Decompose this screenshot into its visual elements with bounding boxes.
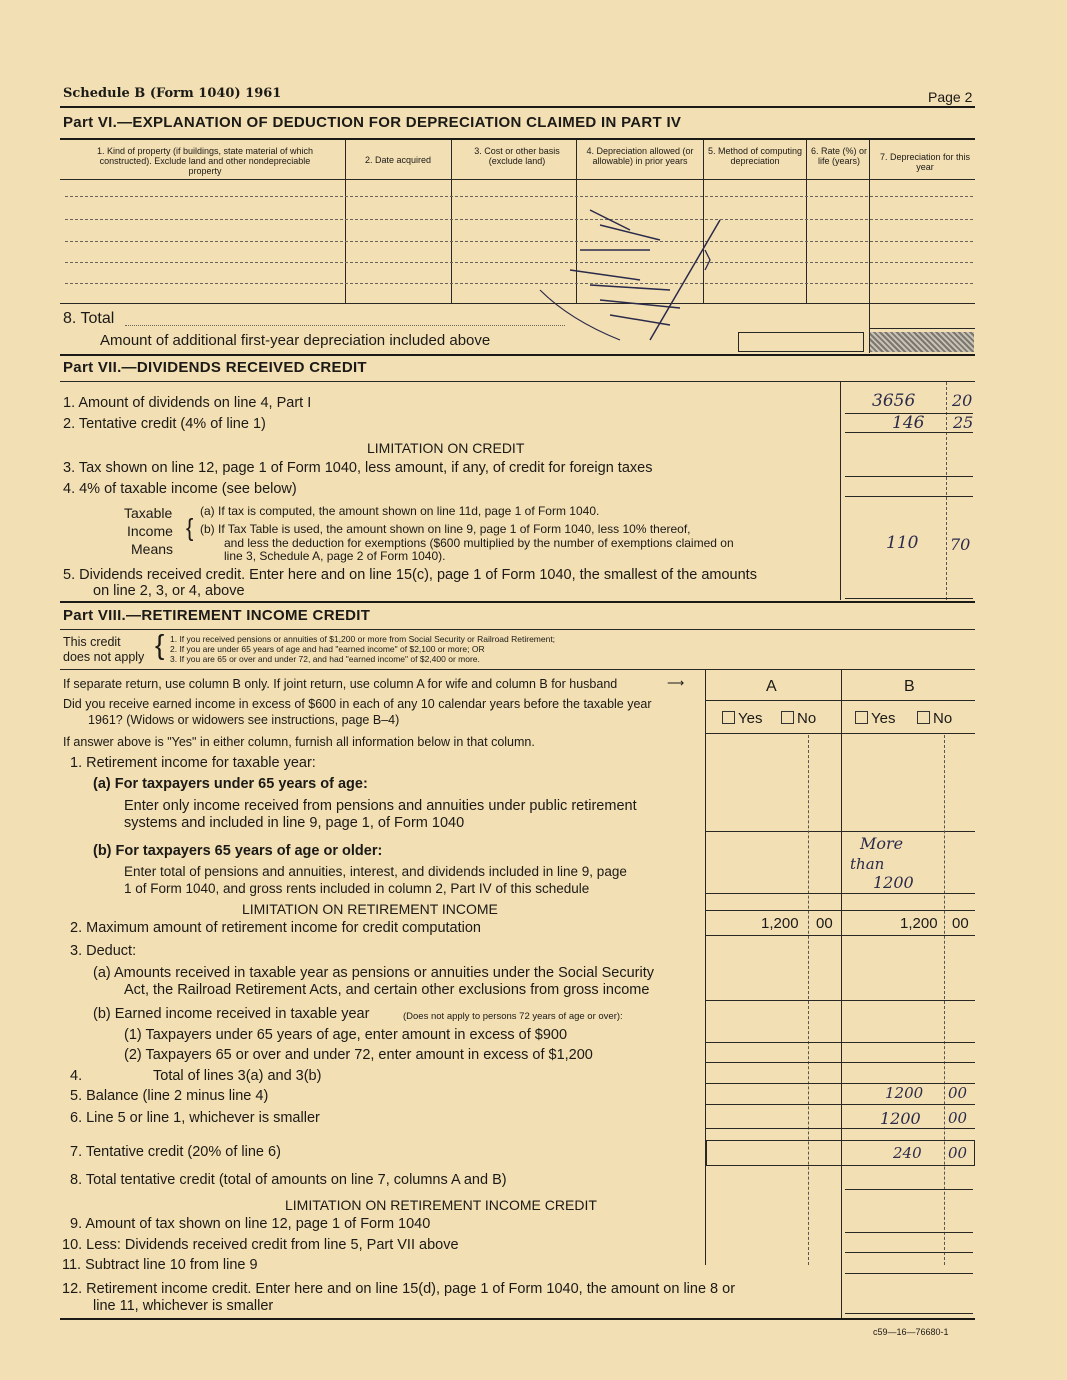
l4-text: Total of lines 3(a) and 3(b)	[153, 1068, 322, 1084]
p6-col5-header: 5. Method of computing depreciation	[707, 146, 803, 166]
p6-row-line	[65, 241, 973, 242]
p6-total-line	[869, 328, 975, 329]
l2-b-value: 1,200	[900, 915, 938, 932]
l2-label: 2. Maximum amount of retirement income for credit computation	[70, 920, 481, 936]
checkbox-icon[interactable]	[781, 711, 794, 724]
checkbox-icon[interactable]	[855, 711, 868, 724]
ti-b1: (b) If Tax Table is used, the amount shown on line 9, page 1 of Form 1040, less 10% thereof,	[200, 522, 691, 536]
l12-field	[845, 1313, 973, 1314]
p7-line4: 4. 4% of taxable income (see below)	[63, 481, 297, 497]
l1a-text: Enter only income received from pensions and annuities under public retirement	[124, 798, 637, 814]
arrow-icon: ⟶	[667, 676, 685, 690]
shaded-box	[870, 332, 974, 352]
l3a-field	[706, 1000, 975, 1001]
l5-label: 5. Balance (line 2 minus line 4)	[70, 1088, 269, 1104]
part8-title: Part VIII.—RETIREMENT INCOME CREDIT	[63, 607, 371, 624]
l2-a-value: 1,200	[761, 915, 799, 932]
l2-a-cents: 00	[816, 915, 833, 932]
na-label: does not apply	[63, 650, 145, 664]
l7-label: 7. Tentative credit (20% of line 6)	[70, 1144, 281, 1160]
na-brace: {	[155, 629, 165, 660]
l10-label: 10. Less: Dividends received credit from line 5, Part VII above	[62, 1237, 459, 1253]
p6-header-bottom	[60, 179, 975, 180]
p7-limitation-heading: LIMITATION ON CREDIT	[367, 440, 525, 456]
l3b2-field	[706, 1062, 975, 1063]
l6-b-cents: 00	[948, 1109, 968, 1127]
col-a-no[interactable]: No	[781, 710, 816, 727]
p6-row-line	[65, 219, 973, 220]
ti-brace: {	[186, 513, 194, 542]
col-a-header: A	[766, 678, 777, 695]
ti-value: 110	[886, 533, 919, 553]
p7-amount-col	[840, 382, 841, 600]
p7-line5a: 5. Dividends received credit. Enter here and on line 15(c), page 1 of Form 1040, the smallest of the amounts	[63, 567, 757, 583]
l7-b-value: 240	[893, 1144, 922, 1162]
l5-b-value: 1200	[885, 1084, 924, 1102]
p7-line4-field	[845, 496, 973, 497]
na-item: 3. If you are 65 or over and under 72, and had "earned income" of $2,400 or more.	[170, 654, 480, 664]
l1b-handwritten: than	[850, 855, 885, 873]
ti-label: Taxable	[124, 505, 173, 521]
l12-label: 12. Retirement income credit. Enter here and on line 15(d), page 1 of Form 1040, the amount on line 8 or	[62, 1281, 736, 1297]
p7-line2-value: 146	[892, 413, 925, 433]
l3-label: 3. Deduct:	[70, 943, 137, 959]
l1b-label: (b) For taxpayers 65 years of age or older:	[93, 843, 383, 859]
sep-return-note: If separate return, use column B only. If joint return, use column A for wife and column B for husband	[63, 677, 618, 691]
ti-b3: line 3, Schedule A, page 2 of Form 1040).	[224, 549, 446, 563]
leader-dots	[125, 325, 565, 326]
l11-label: 11. Subtract line 10 from line 9	[62, 1257, 258, 1273]
l9-field	[845, 1232, 973, 1233]
p7-line2: 2. Tentative credit (4% of line 1)	[63, 416, 266, 432]
l6-field	[706, 1128, 975, 1129]
form-code: c59—16—76680-1	[873, 1327, 949, 1337]
p6-col3-header: 3. Cost or other basis (exclude land)	[474, 146, 560, 166]
yes-no-rule	[706, 733, 975, 734]
part7-top-rule	[60, 354, 975, 356]
l6-b-value: 1200	[880, 1109, 921, 1128]
na-label: This credit	[63, 635, 121, 649]
p6-row-line	[65, 262, 973, 263]
l3a-text: Act, the Railroad Retirement Acts, and certain other exclusions from gross income	[124, 982, 650, 998]
col-b-header: B	[904, 678, 915, 695]
p6-additional-field[interactable]	[738, 332, 864, 352]
col-b-no[interactable]: No	[917, 710, 952, 727]
l1b-handwritten: More	[860, 834, 904, 853]
l2-b-cents: 00	[952, 915, 969, 932]
p6-col4-header: 4. Depreciation allowed (or allowable) in prior years	[586, 146, 694, 166]
l4-field	[706, 1083, 975, 1084]
ti-b2: and less the deduction for exemptions ($600 multiplied by the number of exemptions claimed on	[224, 536, 734, 550]
p6-col1-header: 1. Kind of property (if buildings, state material of which constructed). Exclude land and other nondepreciable property	[96, 146, 314, 176]
na-item: 2. If you are under 65 years of age and had "earned income" of $2,100 or more; OR	[170, 644, 485, 654]
header-rule	[60, 106, 975, 108]
ti-label: Income	[127, 523, 173, 539]
ti-label: Means	[131, 541, 174, 557]
bottom-rule	[60, 1318, 975, 1320]
l1-label: 1. Retirement income for taxable year:	[70, 755, 316, 771]
q-earned-income-2: 1961? (Widows or widowers see instructions, page B–4)	[88, 713, 400, 727]
p6-vline	[345, 140, 346, 303]
part6-rule	[60, 138, 975, 140]
p7-line3-field	[845, 476, 973, 477]
l4-number: 4.	[70, 1068, 83, 1084]
p7-cents-col	[946, 382, 947, 600]
p7-line1-cents: 20	[952, 391, 973, 410]
l1a-text: systems and included in line 9, page 1, of Form 1040	[124, 815, 465, 831]
page-number: Page 2	[928, 89, 973, 105]
l6-label: 6. Line 5 or line 1, whichever is smaller	[70, 1110, 320, 1126]
checkbox-icon[interactable]	[722, 711, 735, 724]
p6-vline	[806, 140, 807, 303]
part7-rule	[60, 381, 975, 382]
if-yes-note: If answer above is "Yes" in either column, furnish all information below in that column.	[63, 735, 535, 749]
p6-col7-header: 7. Depreciation for this year	[879, 152, 971, 172]
col-a-yes[interactable]: Yes	[722, 710, 762, 727]
schedule-title: Schedule B (Form 1040) 1961	[63, 86, 282, 101]
l5-field	[706, 1104, 975, 1105]
p7-line3: 3. Tax shown on line 12, page 1 of Form 1040, less amount, if any, of credit for foreign taxes	[63, 460, 653, 476]
part8-rule2	[60, 669, 975, 670]
part6-title: Part VI.—EXPLANATION OF DEDUCTION FOR DEPRECIATION CLAIMED IN PART IV	[63, 114, 682, 131]
l11-field	[845, 1273, 973, 1274]
part7-title: Part VII.—DIVIDENDS RECEIVED CREDIT	[63, 359, 367, 376]
l3a-text: (a) Amounts received in taxable year as pensions or annuities under the Social Security	[93, 965, 654, 981]
p7-line5-field	[845, 598, 973, 599]
p6-col2-header: 2. Date acquired	[364, 155, 432, 165]
l1b-field	[706, 893, 975, 894]
l1b-handwritten: 1200	[873, 873, 914, 892]
l3b1-text: (1) Taxpayers under 65 years of age, enter amount in excess of $900	[124, 1027, 568, 1043]
col-b-yes[interactable]: Yes	[855, 710, 895, 727]
p6-row-line	[65, 283, 973, 284]
l10-field	[845, 1252, 973, 1253]
l8-field	[845, 1189, 973, 1190]
lim-credit-heading: LIMITATION ON RETIREMENT INCOME CREDIT	[285, 1197, 597, 1213]
p6-vline	[451, 140, 452, 303]
p6-row-line	[65, 196, 973, 197]
q-earned-income: Did you receive earned income in excess of $600 in each of any 10 calendar years before the taxable year	[63, 697, 652, 711]
l7-field	[706, 1140, 975, 1166]
p6-additional-label: Amount of additional first-year depreciation included above	[100, 332, 491, 349]
p7-line1-value: 3656	[872, 391, 916, 411]
p6-col6-header: 6. Rate (%) or life (years)	[810, 146, 868, 166]
col-header-rule	[706, 700, 975, 701]
l1b-text: 1 of Form 1040, and gross rents included in column 2, Part IV of this schedule	[124, 881, 590, 896]
l7-b-cents: 00	[948, 1144, 968, 1162]
col-a-left	[705, 670, 706, 1265]
p6-line8-label: 8. Total	[63, 310, 115, 327]
part8-top-rule	[60, 601, 975, 603]
l2-top	[706, 910, 975, 911]
p7-line5b: on line 2, 3, or 4, above	[93, 583, 245, 599]
col-b-left	[841, 670, 842, 1320]
lim-income-heading: LIMITATION ON RETIREMENT INCOME	[242, 901, 498, 917]
scribble-mark	[530, 190, 740, 350]
ti-a: (a) If tax is computed, the amount shown on line 11d, page 1 of Form 1040.	[200, 504, 600, 518]
ti-cents: 70	[950, 535, 971, 554]
l1a-field	[706, 831, 975, 832]
l2-field	[706, 935, 975, 936]
p7-line2-cents: 25	[953, 413, 974, 432]
l12-label-2: line 11, whichever is smaller	[93, 1298, 274, 1314]
l3b1-field	[706, 1042, 975, 1043]
l1a-label: (a) For taxpayers under 65 years of age:	[93, 776, 368, 792]
l3b-note: (Does not apply to persons 72 years of age or over):	[403, 1011, 623, 1022]
p6-table-bottom	[60, 303, 975, 304]
p7-line1: 1. Amount of dividends on line 4, Part I	[63, 395, 312, 411]
na-item: 1. If you received pensions or annuities of $1,200 or more from Social Security or Railroad Retirement;	[170, 634, 556, 644]
l1b-text: Enter total of pensions and annuities, interest, and dividends included in line 9, page	[124, 864, 627, 879]
checkbox-icon[interactable]	[917, 711, 930, 724]
l3b-text: (b) Earned income received in taxable year	[93, 1006, 370, 1022]
l9-label: 9. Amount of tax shown on line 12, page 1 of Form 1040	[70, 1216, 431, 1232]
p6-vline	[869, 140, 870, 353]
l8-label: 8. Total tentative credit (total of amounts on line 7, columns A and B)	[70, 1172, 507, 1188]
l3b2-text: (2) Taxpayers 65 or over and under 72, enter amount in excess of $1,200	[124, 1047, 593, 1063]
part8-rule	[60, 629, 975, 630]
l5-b-cents: 00	[948, 1084, 968, 1102]
